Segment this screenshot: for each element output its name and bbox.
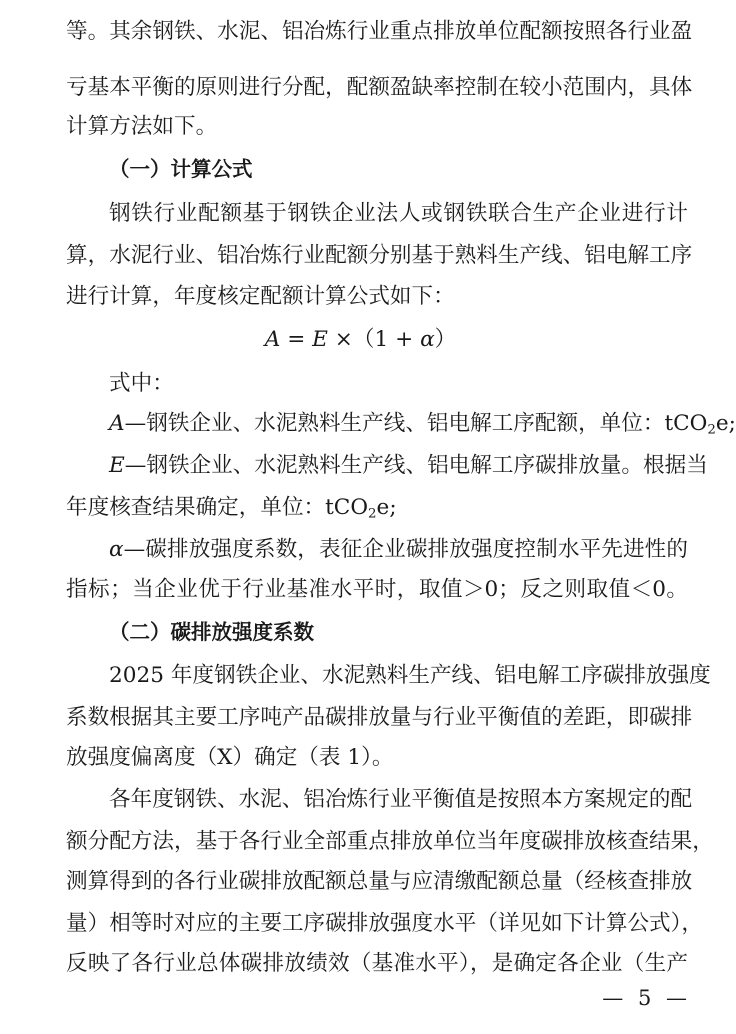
definition-alpha <box>109 532 688 568</box>
formula <box>0 322 721 358</box>
body-line-3: 计算方法如下。 <box>66 114 218 139</box>
body-line-18: 放强度偏离度（X）确定（表 1）。 <box>66 745 394 770</box>
definition-e-text: —钢铁企业、水泥熟料生产线、铝电解工序碳排放量。根据当 <box>124 453 708 478</box>
body-line-12-text: 年度核查结果确定，单位：tCO <box>66 495 369 520</box>
body-line-12-sub: 2 <box>368 506 377 522</box>
body-line-16: 2025 年度钢铁企业、水泥熟料生产线、铝电解工序碳排放强度 <box>109 663 711 688</box>
body-line-20: 额分配方法，基于各行业全部重点排放单位当年度碳排放核查结果， <box>66 829 714 854</box>
formula-close: ） <box>434 327 457 352</box>
definition-alpha-symbol: α <box>109 537 124 562</box>
body-line-5: 钢铁行业配额基于钢铁企业法人或钢铁联合生产企业进行计 <box>109 201 688 226</box>
definition-e <box>109 448 708 484</box>
definition-alpha-text: —碳排放强度系数，表征企业碳排放强度控制水平先进性的 <box>123 537 688 562</box>
formula-alpha: α <box>420 327 435 352</box>
body-line-23: 反映了各行业总体碳排放绩效（基准水平），是确定各企业（生产 <box>66 951 688 976</box>
section-heading-formula: （一）计算公式 <box>109 157 253 181</box>
body-line-7: 进行计算，年度核定配额计算公式如下： <box>66 284 455 309</box>
body-line-9: 式中： <box>109 371 174 396</box>
body-line-22: 量）相等时对应的主要工序碳排放强度水平（详见如下计算公式）， <box>66 911 704 936</box>
definition-a-text: —钢铁企业、水泥熟料生产线、铝电解工序配额，单位：tCO <box>124 411 708 436</box>
definition-e-symbol: E <box>109 453 125 478</box>
definition-a-symbol: A <box>109 411 125 436</box>
body-line-17: 系数根据其主要工序吨产品碳排放量与行业平衡值的差距，即碳排 <box>66 705 693 730</box>
formula-equals: = <box>280 327 313 352</box>
body-line-12-end: e; <box>376 495 397 520</box>
body-line-12 <box>66 490 688 526</box>
page-number: — 5 — <box>602 986 691 1010</box>
body-line-2: 亏基本平衡的原则进行分配，配额盈缺率控制在较小范围内，具体 <box>66 75 693 100</box>
section-heading-intensity: （二）碳排放强度系数 <box>109 620 314 644</box>
formula-e: E <box>312 327 328 352</box>
formula-rest: ×（1 + <box>327 327 421 352</box>
body-line-1: 等。其余钢铁、水泥、铝冶炼行业重点排放单位配额按照各行业盈 <box>66 19 693 44</box>
definition-a-sub: 2 <box>707 422 716 438</box>
definition-a-end: e; <box>715 411 736 436</box>
definition-a <box>109 406 736 442</box>
body-line-21: 测算得到的各行业碳排放配额总量与应清缴配额总量（经核查排放 <box>66 869 693 894</box>
body-line-14: 指标；当企业优于行业基准水平时，取值＞0；反之则取值＜0。 <box>66 577 688 602</box>
body-line-6: 算，水泥行业、铝冶炼行业配额分别基于熟料生产线、铝电解工序 <box>66 243 693 268</box>
body-line-19: 各年度钢铁、水泥、铝冶炼行业平衡值是按照本方案规定的配 <box>109 787 693 812</box>
formula-lhs: A <box>264 327 281 352</box>
